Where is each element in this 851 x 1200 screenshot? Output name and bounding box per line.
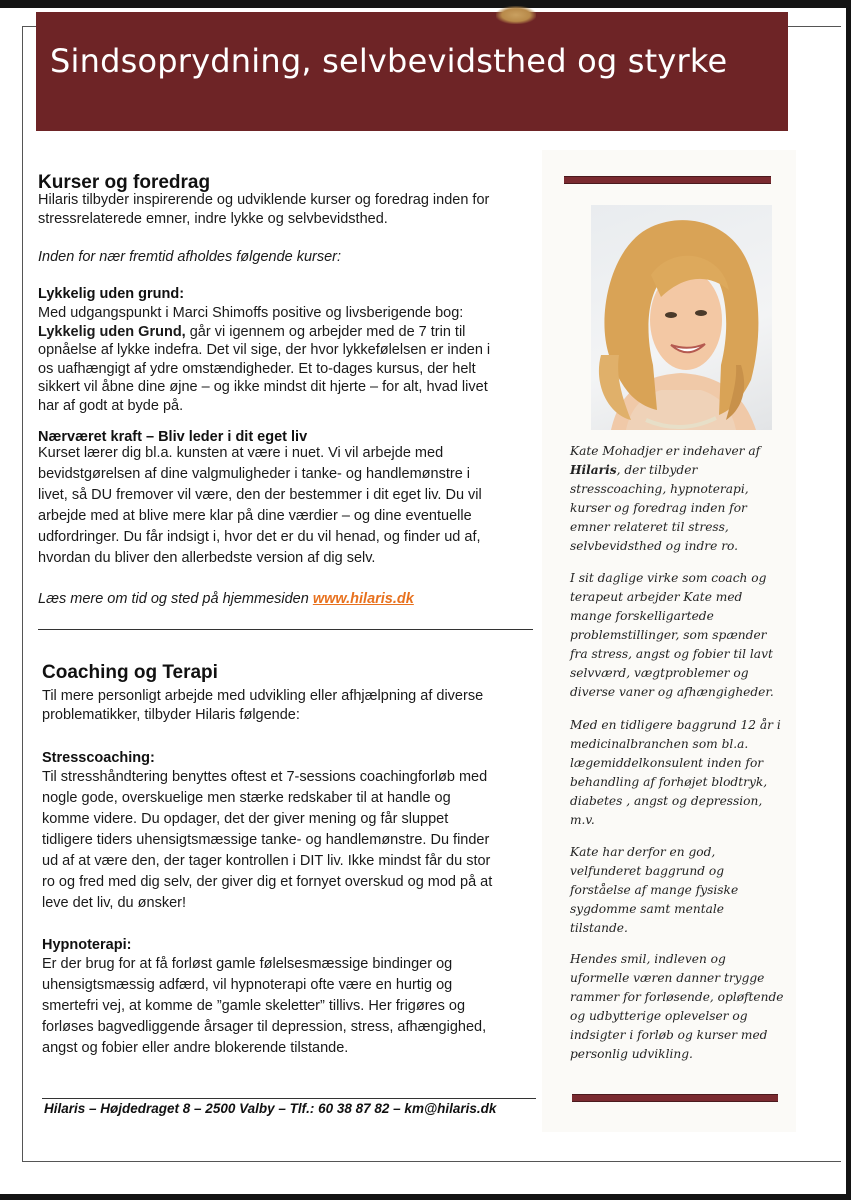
sidebar-p4-line: tilstande. — [570, 921, 628, 935]
sidebar-p5-line: personlig udvikling. — [570, 1047, 693, 1061]
sidebar-p3-line: behandling af forhøjet blodtryk, — [570, 775, 768, 789]
sidebar-paragraph-1 — [570, 442, 785, 556]
sidebar-p1-line: Kate Mohadjer er indehaver af — [570, 444, 761, 458]
hypno-line: uhensigtsmæssig adfærd, vil hypnoterapi ofte være en hurtig og — [42, 977, 453, 993]
website-link[interactable]: www.hilaris.dk — [312, 591, 414, 607]
hypno-line: forløses bagvedliggende årsager til depression, stress, afhængighed, — [42, 1019, 487, 1035]
kurser-upcoming: Inden for nær fremtid afholdes følgende kurser: — [38, 249, 342, 265]
sidebar-paragraph-2 — [570, 569, 785, 702]
sidebar-p3-line: m.v. — [570, 813, 595, 827]
naervaeret-line: livet, så DU fremover vil være, den der bestemmer i dit eget liv. Du vil — [38, 487, 482, 503]
hypno-body — [42, 954, 542, 1059]
sidebar-p3-line: lægemiddelkonsulent inden for — [570, 756, 764, 770]
coaching-heading: Coaching og Terapi — [42, 662, 218, 683]
hypno-line: angst og fobier eller andre blokerende tilstande. — [42, 1040, 349, 1056]
hypno-line: Er der brug for at få forløst gamle følelsesmæssige bindinger og — [42, 956, 453, 972]
coaching-intro-line: Til mere personligt arbejde med udvikling eller afhjælpning af diverse — [42, 688, 484, 704]
sidebar-p1-bold: Hilaris — [570, 463, 617, 477]
footer-divider — [42, 1098, 536, 1099]
kurser-intro-line: stressrelaterede emner, indre lykke og selvbevidsthed. — [38, 210, 388, 227]
page-title: Sindsoprydning, selvbevidsthed og styrke — [50, 42, 728, 80]
sidebar-p3-line: diabetes , angst og depression, — [570, 794, 763, 808]
sidebar-p5-line: Hendes smil, indleven og — [570, 952, 726, 966]
stress-line: leve det liv, du ønsker! — [42, 895, 186, 911]
hypno-line: smertefri vej, at komme de ”gamle skeletter” tillivs. Her frigøres og — [42, 998, 466, 1014]
sidebar-p2-line: mange forskelligartede — [570, 609, 714, 623]
sidebar-p4-line: sygdomme samt mentale — [570, 902, 725, 916]
kurser-intro — [38, 191, 538, 228]
scan-edge-right — [846, 0, 851, 1200]
sidebar-p5-line: uformelle væren danner trygge — [570, 971, 765, 985]
sidebar-top-bar — [564, 176, 771, 184]
portrait-image — [591, 205, 772, 430]
stress-body — [42, 767, 542, 914]
scan-edge-bottom — [0, 1194, 851, 1200]
naervaeret-line: hvordan du bliver den allerbedste version af dig selv. — [38, 550, 376, 566]
stress-line: ro og fred med dig selv, der giver dig et fornyet overskud og mod på at — [42, 874, 493, 890]
lykkelig-line: har af godt at byde på. — [38, 397, 184, 414]
stress-line: komme videre. Du opdager, det der giver mening og får sluppet — [42, 811, 449, 827]
sidebar-p4-line: Kate har derfor en god, — [570, 845, 716, 859]
lykkelig-line: sikkert vil åbne dine øjne – og ikke mindst dit hjerte – for alt, hvad livet — [38, 379, 488, 395]
sidebar-p4-line: velfunderet baggrund og — [570, 864, 725, 878]
naervaeret-line: udfordringer. Du får indsigt i, hvor det er du vil henad, og finder ud af, — [38, 529, 481, 545]
lykkelig-book-title: Lykkelig uden Grund, — [38, 323, 186, 340]
sidebar-p1-line: selvbevidsthed og indre ro. — [570, 539, 739, 553]
section-divider — [38, 629, 533, 630]
kurser-heading: Kurser og foredrag — [38, 172, 211, 193]
sidebar-paragraph-5 — [570, 950, 785, 1064]
scan-edge-top — [0, 0, 851, 8]
tape-mark — [496, 6, 536, 24]
stress-heading: Stresscoaching: — [42, 750, 155, 766]
kurser-intro-line: Hilaris tilbyder inspirerende og udviklende kurser og foredrag inden for — [38, 192, 490, 208]
coaching-intro — [42, 687, 542, 724]
stress-line: Til stresshåndtering benyttes oftest et 7-sessions coachingforløb med — [42, 769, 488, 785]
sidebar-p2-line: selvværd, vægtproblemer og — [570, 666, 749, 680]
sidebar-p2-line: I sit daglige virke som coach og — [570, 571, 767, 585]
lykkelig-line: Med udgangspunkt i Marci Shimoffs positive og livsberigende bog: — [38, 305, 464, 321]
sidebar-p2-line: diverse vaner og afhængigheder. — [570, 685, 774, 699]
lykkelig-line: går vi igennem og arbejder med de 7 trin til — [185, 323, 466, 340]
stress-line: nogle gode, overskuelige men stærke redskaber til at handle og — [42, 790, 451, 806]
sidebar-p3-line: medicinalbranchen som bl.a. — [570, 737, 749, 751]
sidebar-p5-line: rammer for forløsende, opløftende — [570, 990, 784, 1004]
portrait-photo — [591, 205, 772, 430]
hypno-heading: Hypnoterapi: — [42, 937, 132, 953]
lykkelig-line: os uafhængigt af ydre omstændigheder. Et to-dages kursus, der helt — [38, 360, 476, 377]
sidebar-p5-line: indsigter i forløb og kurser med — [570, 1028, 768, 1042]
read-more — [38, 590, 538, 609]
sidebar-p1-after-bold: , der tilbyder — [616, 463, 698, 477]
lykkelig-line: opnåelse af lykke indefra. Det vil sige, der hvor lykkefølelsen er inden i — [38, 342, 491, 358]
stress-line: ud af at være den, der tager kontrollen i DIT liv. Ikke mindst får du stor — [42, 853, 491, 869]
sidebar-bottom-bar — [572, 1094, 778, 1102]
sidebar-p4-line: forståelse af mange fysiske — [570, 883, 739, 897]
sidebar-p5-line: og udbytterige oplevelser og — [570, 1009, 748, 1023]
sidebar-p3-line: Med en tidligere baggrund 12 år i — [570, 718, 781, 732]
coaching-intro-line: problematikker, tilbyder Hilaris følgende: — [42, 706, 300, 723]
sidebar-p2-line: problemstillinger, som spænder — [570, 628, 767, 642]
footer-contact: Hilaris – Højdedraget 8 – 2500 Valby – Tlf.: 60 38 87 82 – km@hilaris.dk — [44, 1101, 497, 1116]
stress-line: tidligere tiders uhensigtsmæssige tanke- og handlemønstre. Du finder — [42, 832, 490, 848]
read-more-text: Læs mere om tid og sted på hjemmesiden — [38, 591, 313, 607]
naervaeret-line: Kurset lærer dig bl.a. kunsten at være i nuet. Vi vil arbejde med — [38, 445, 444, 461]
sidebar-p1-line: emner relateret til stress, — [570, 520, 729, 534]
naervaeret-line: arbejde med at blive mere klar på dine værdier – og dine eventuelle — [38, 508, 472, 524]
sidebar-p2-line: fra stress, angst og fobier til lavt — [570, 647, 773, 661]
lykkelig-body — [38, 304, 538, 415]
naervaeret-body — [38, 443, 538, 569]
sidebar-paragraph-3 — [570, 716, 785, 830]
naervaeret-line: bevidstgørelsen af dine valgmuligheder i tanke- og handlemønstre i — [38, 466, 471, 482]
sidebar-p1-line: stresscoaching, hypnoterapi, — [570, 482, 749, 496]
naervaeret-heading: Nærværet kraft – Bliv leder i dit eget liv — [38, 429, 308, 445]
sidebar-p2-line: terapeut arbejder Kate med — [570, 590, 743, 604]
lykkelig-heading: Lykkelig uden grund: — [38, 286, 185, 302]
sidebar-paragraph-4 — [570, 843, 785, 938]
sidebar-p1-line: kurser og foredrag inden for — [570, 501, 747, 515]
